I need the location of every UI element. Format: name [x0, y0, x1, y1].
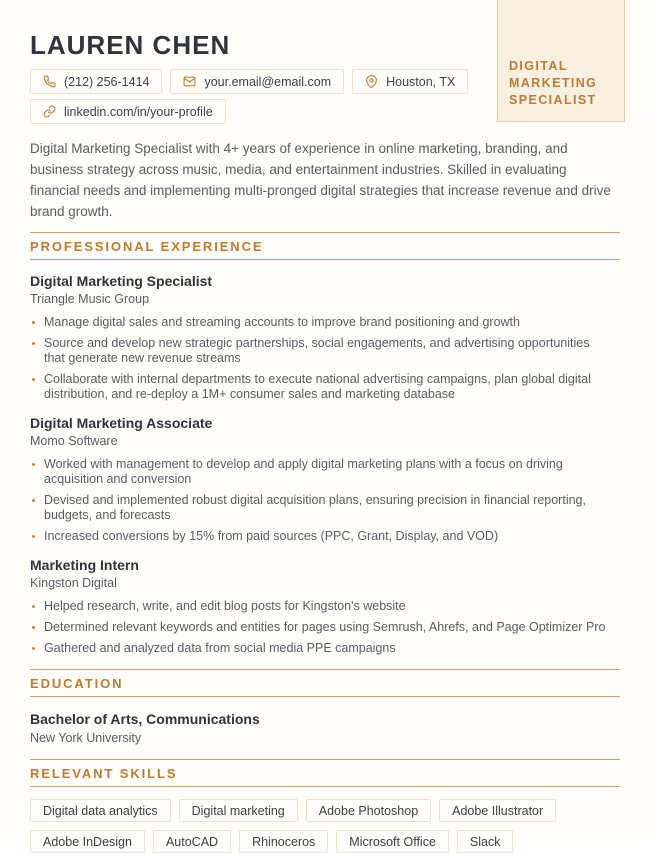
phone-icon — [43, 75, 56, 88]
job-company: Momo Software — [30, 434, 118, 448]
bullet-item: Worked with management to develop and apply digital marketing plans with a focus on driving acquisition and conversion — [30, 457, 610, 487]
skill-chip: Rhinoceros — [239, 830, 328, 853]
job-title: Digital Marketing Associate — [30, 415, 213, 431]
section-heading-education: EDUCATION — [30, 669, 620, 697]
bullet-item: Determined relevant keywords and entities for pages using Semrush, Ahrefs, and Page Optimizer Pro — [30, 620, 610, 635]
job-title-box — [497, 0, 625, 122]
skill-chip: Slack — [457, 830, 514, 853]
resume-name: LAUREN CHEN — [30, 30, 231, 60]
bullet-item: Source and develop new strategic partnerships, social engagements, and advertising opportunities that generate new revenue streams — [30, 336, 610, 366]
contact-chip-location[interactable] — [352, 69, 468, 94]
skill-chip: Adobe InDesign — [30, 830, 145, 853]
job-company: Kingston Digital — [30, 576, 117, 590]
job-bullets — [30, 599, 620, 656]
contact-chip-email[interactable] — [170, 69, 344, 94]
contact-chip-label: linkedin.com/in/your-profile — [64, 104, 213, 119]
job-company: Triangle Music Group — [30, 292, 150, 306]
job-entry — [30, 557, 620, 656]
skill-chip: Digital data analytics — [30, 799, 171, 822]
contact-chips — [30, 69, 490, 124]
bullet-item: Increased conversions by 15% from paid sources (PPC, Grant, Display, and VOD) — [30, 529, 610, 544]
contact-chip-phone[interactable] — [30, 69, 162, 94]
job-title: Marketing Intern — [30, 557, 139, 573]
link-icon — [43, 105, 56, 118]
skill-chip: Digital marketing — [179, 799, 298, 822]
skill-chip: AutoCAD — [153, 830, 231, 853]
contact-chip-label: Houston, TX — [386, 74, 456, 89]
education-school: New York University — [30, 731, 142, 745]
skill-chip: Microsoft Office — [336, 830, 449, 853]
job-bullets — [30, 315, 620, 402]
contact-chip-label: (212) 256-1414 — [64, 74, 150, 89]
skill-chip: Adobe Illustrator — [439, 799, 556, 822]
job-entry — [30, 273, 620, 402]
title-box-line: DIGITAL — [509, 59, 568, 73]
skill-chip: Adobe Photoshop — [306, 799, 431, 822]
bullet-item: Helped research, write, and edit blog posts for Kingston's website — [30, 599, 610, 614]
job-title: Digital Marketing Specialist — [30, 273, 213, 289]
title-box-line: SPECIALIST — [509, 93, 597, 107]
job-entry — [30, 415, 620, 544]
bullet-item: Devised and implemented robust digital acquisition plans, ensuring precision in financial reporting, budgets, and forecasts — [30, 493, 610, 523]
job-title-box-text — [509, 58, 597, 109]
section-heading-experience: PROFESSIONAL EXPERIENCE — [30, 232, 620, 260]
skill-chips — [30, 799, 620, 853]
location-icon — [365, 75, 378, 88]
title-box-line: MARKETING — [509, 76, 598, 90]
bullet-item: Gathered and analyzed data from social media PPE campaigns — [30, 641, 610, 656]
job-bullets — [30, 457, 620, 544]
contact-chip-linkedin[interactable] — [30, 99, 226, 124]
bullet-item: Collaborate with internal departments to execute national advertising campaigns, plan global digital distribution, and re-deploy a 1M+ consumer sales and marketing database — [30, 372, 610, 402]
bullet-item: Manage digital sales and streaming accounts to improve brand positioning and growth — [30, 315, 610, 330]
education-degree: Bachelor of Arts, Communications — [30, 711, 260, 727]
summary-text: Digital Marketing Specialist with 4+ years of experience in online marketing, branding, and business strategy across music, media, and entertainment industries. Skilled in evaluating financial needs and implementing multi-pronged digital strategies that increase revenue and drive brand growth. — [30, 141, 611, 219]
section-heading-skills: RELEVANT SKILLS — [30, 759, 620, 787]
mail-icon — [183, 75, 196, 88]
contact-chip-label: your.email@email.com — [204, 74, 332, 89]
